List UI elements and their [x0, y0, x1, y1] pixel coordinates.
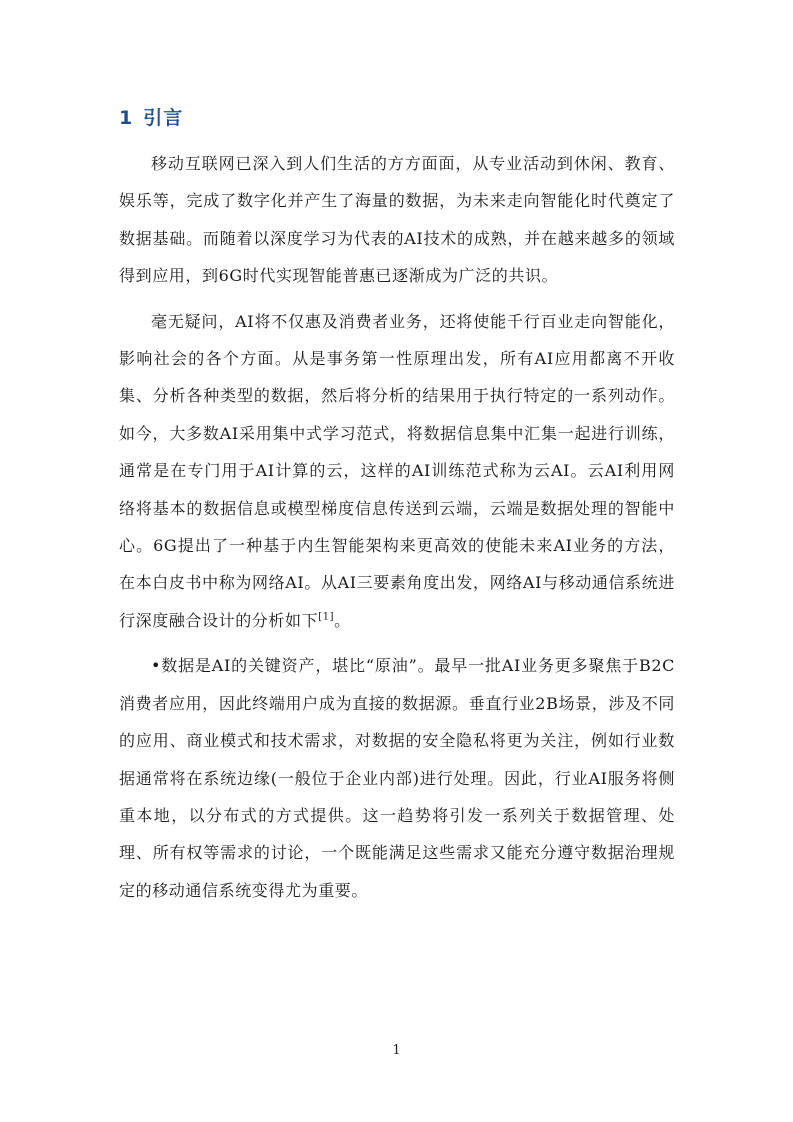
body-text — [119, 145, 675, 917]
citation-ref[interactable]: [1] — [318, 611, 335, 623]
paragraph-intro: 移动互联网已深入到人们生活的方方面面，从专业活动到休闲、教育、娱乐等，完成了数字化并产生了海量的数据，为未来走向智能化时代奠定了数据基础。而随着以深度学习为代表的AI技术的成熟，并在越来越多的领域得到应用，到6G时代实现智能普惠已逐渐成为广泛的共识。 — [119, 154, 675, 286]
section-heading — [119, 104, 183, 132]
page-number: 1 — [392, 1043, 401, 1058]
section-title: 引言 — [143, 107, 184, 129]
section-number: 1 — [119, 107, 134, 129]
paragraph-network-ai — [119, 303, 675, 640]
paragraph-network-ai-text: 毫无疑问，AI将不仅惠及消费者业务，还将使能千行百业走向智能化，影响社会的各个方面。从是事务第一性原理出发，所有AI应用都离不开收集、分析各种类型的数据，然后将分析的结果用于执行特定的一系列动作。如今，大多数AI采用集中式学习范式，将数据信息集中汇集一起进行训练，通常是在专门用于AI计算的云，这样的AI训练范式称为云AI。云AI利用网络将基本的数据信息或模型梯度信息传送到云端，云端是数据处理的智能中心。6G提出了一种基于内生智能架构来更高效的使能未来AI业务的方法，在本白皮书中称为网络AI。从AI三要素角度出发，网络AI与移动通信系统进行深度融合设计的分析如下 — [119, 311, 675, 630]
bullet-data-asset: •数据是AI的关键资产，堪比“原油”。最早一批AI业务更多聚焦于B2C消费者应用，因此终端用户成为直接的数据源。垂直行业2B场景，涉及不同的应用、商业模式和技术需求，对数据的安全隐私将更为关注，例如行业数据通常将在系统边缘(一般位于企业内部)进行处理。因此，行业AI服务将侧重本地，以分布式的方式提供。这一趋势将引发一系列关于数据管理、处理、所有权等需求的讨论，一个既能满足这些需求又能充分遵守数据治理规定的移动通信系统变得尤为重要。 — [119, 656, 675, 900]
paragraph-end-mark: 。 — [334, 610, 351, 630]
